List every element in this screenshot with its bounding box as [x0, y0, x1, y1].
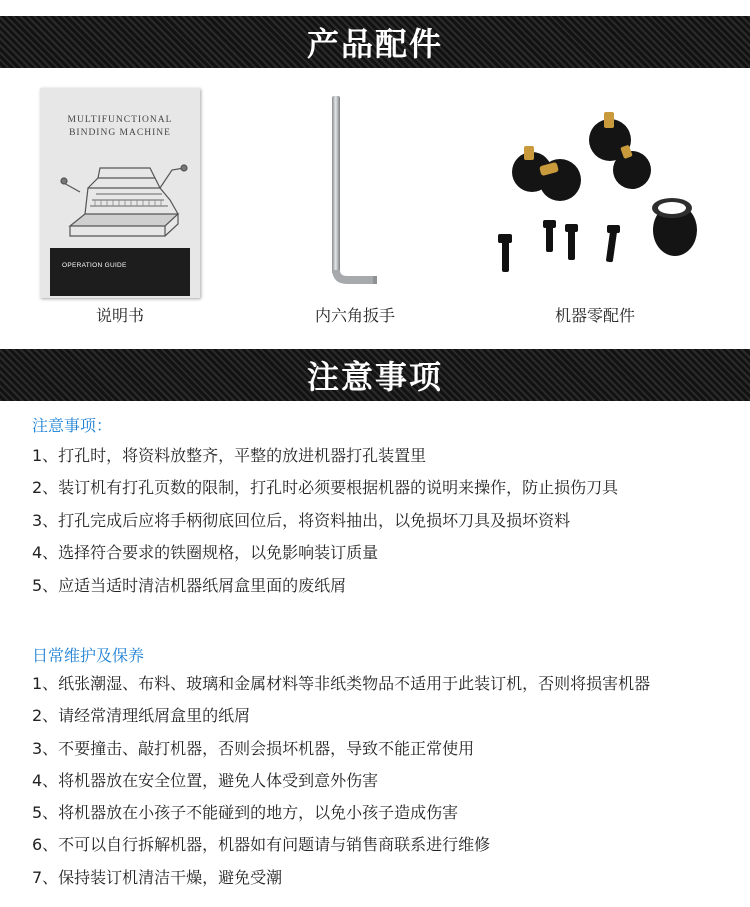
list-item: 7、保持装订机清洁干燥，避免受潮 [32, 867, 283, 887]
manual-image [40, 88, 200, 298]
list-item: 6、不可以自行拆解机器，机器如有问题请与销售商联系进行维修 [32, 835, 491, 855]
manual-title-line1: MULTIFUNCTIONAL [67, 115, 173, 125]
product-gallery [0, 80, 750, 335]
manual-cover-title [40, 114, 200, 140]
section-banner-notes [0, 349, 750, 401]
product-manual [40, 80, 200, 335]
machine-parts-image [480, 80, 710, 300]
list-item: 2、装订机有打孔页数的限制，打孔时必须要根据机器的说明来操作，防止损伤刀具 [32, 478, 619, 498]
maintenance-list [32, 668, 650, 894]
list-item: 4、选择符合要求的铁圈规格，以免影响装订质量 [32, 543, 379, 563]
list-item: 1、纸张潮湿、布料、玻璃和金属材料等非纸类物品不适用于此装订机，否则将损害机器 [32, 674, 651, 693]
product-caption-manual: 说明书 [95, 306, 144, 325]
list-item: 2、请经常清理纸屑盒里的纸屑 [32, 706, 251, 726]
list-item: 5、将机器放在小孩子不能碰到的地方，以免小孩子造成伤害 [32, 803, 459, 823]
section-banner-accessories [0, 16, 750, 68]
product-caption-wrench: 内六角扳手 [314, 306, 395, 325]
notes-list [32, 440, 618, 602]
list-item: 3、打孔完成后应将手柄彻底回位后，将资料抽出，以免损坏刀具及损坏资料 [32, 510, 571, 530]
manual-title-line2: BINDING MACHINE [69, 128, 171, 138]
list-item: 1、打孔时，将资料放整齐，平整的放进机器打孔装置里 [32, 446, 427, 465]
manual-footer-text: OPERATION GUIDE [62, 262, 127, 269]
product-machine-parts [480, 80, 710, 335]
product-hex-wrench [255, 80, 455, 335]
hex-wrench-image [255, 80, 455, 300]
banner-title: 注意事项 [306, 358, 443, 396]
maintenance-heading: 日常维护及保养 [32, 646, 145, 665]
binding-machine-illustration [60, 148, 190, 243]
list-item: 3、不要撞击、敲打机器，否则会损坏机器，导致不能正常使用 [32, 738, 475, 758]
banner-title: 产品配件 [306, 25, 443, 63]
list-item: 5、应适当适时清洁机器纸屑盒里面的废纸屑 [32, 575, 347, 595]
list-item: 4、将机器放在安全位置，避免人体受到意外伤害 [32, 770, 379, 790]
product-caption-parts: 机器零配件 [554, 306, 635, 325]
manual-footer-band [50, 248, 190, 296]
notes-heading: 注意事项： [32, 416, 113, 435]
